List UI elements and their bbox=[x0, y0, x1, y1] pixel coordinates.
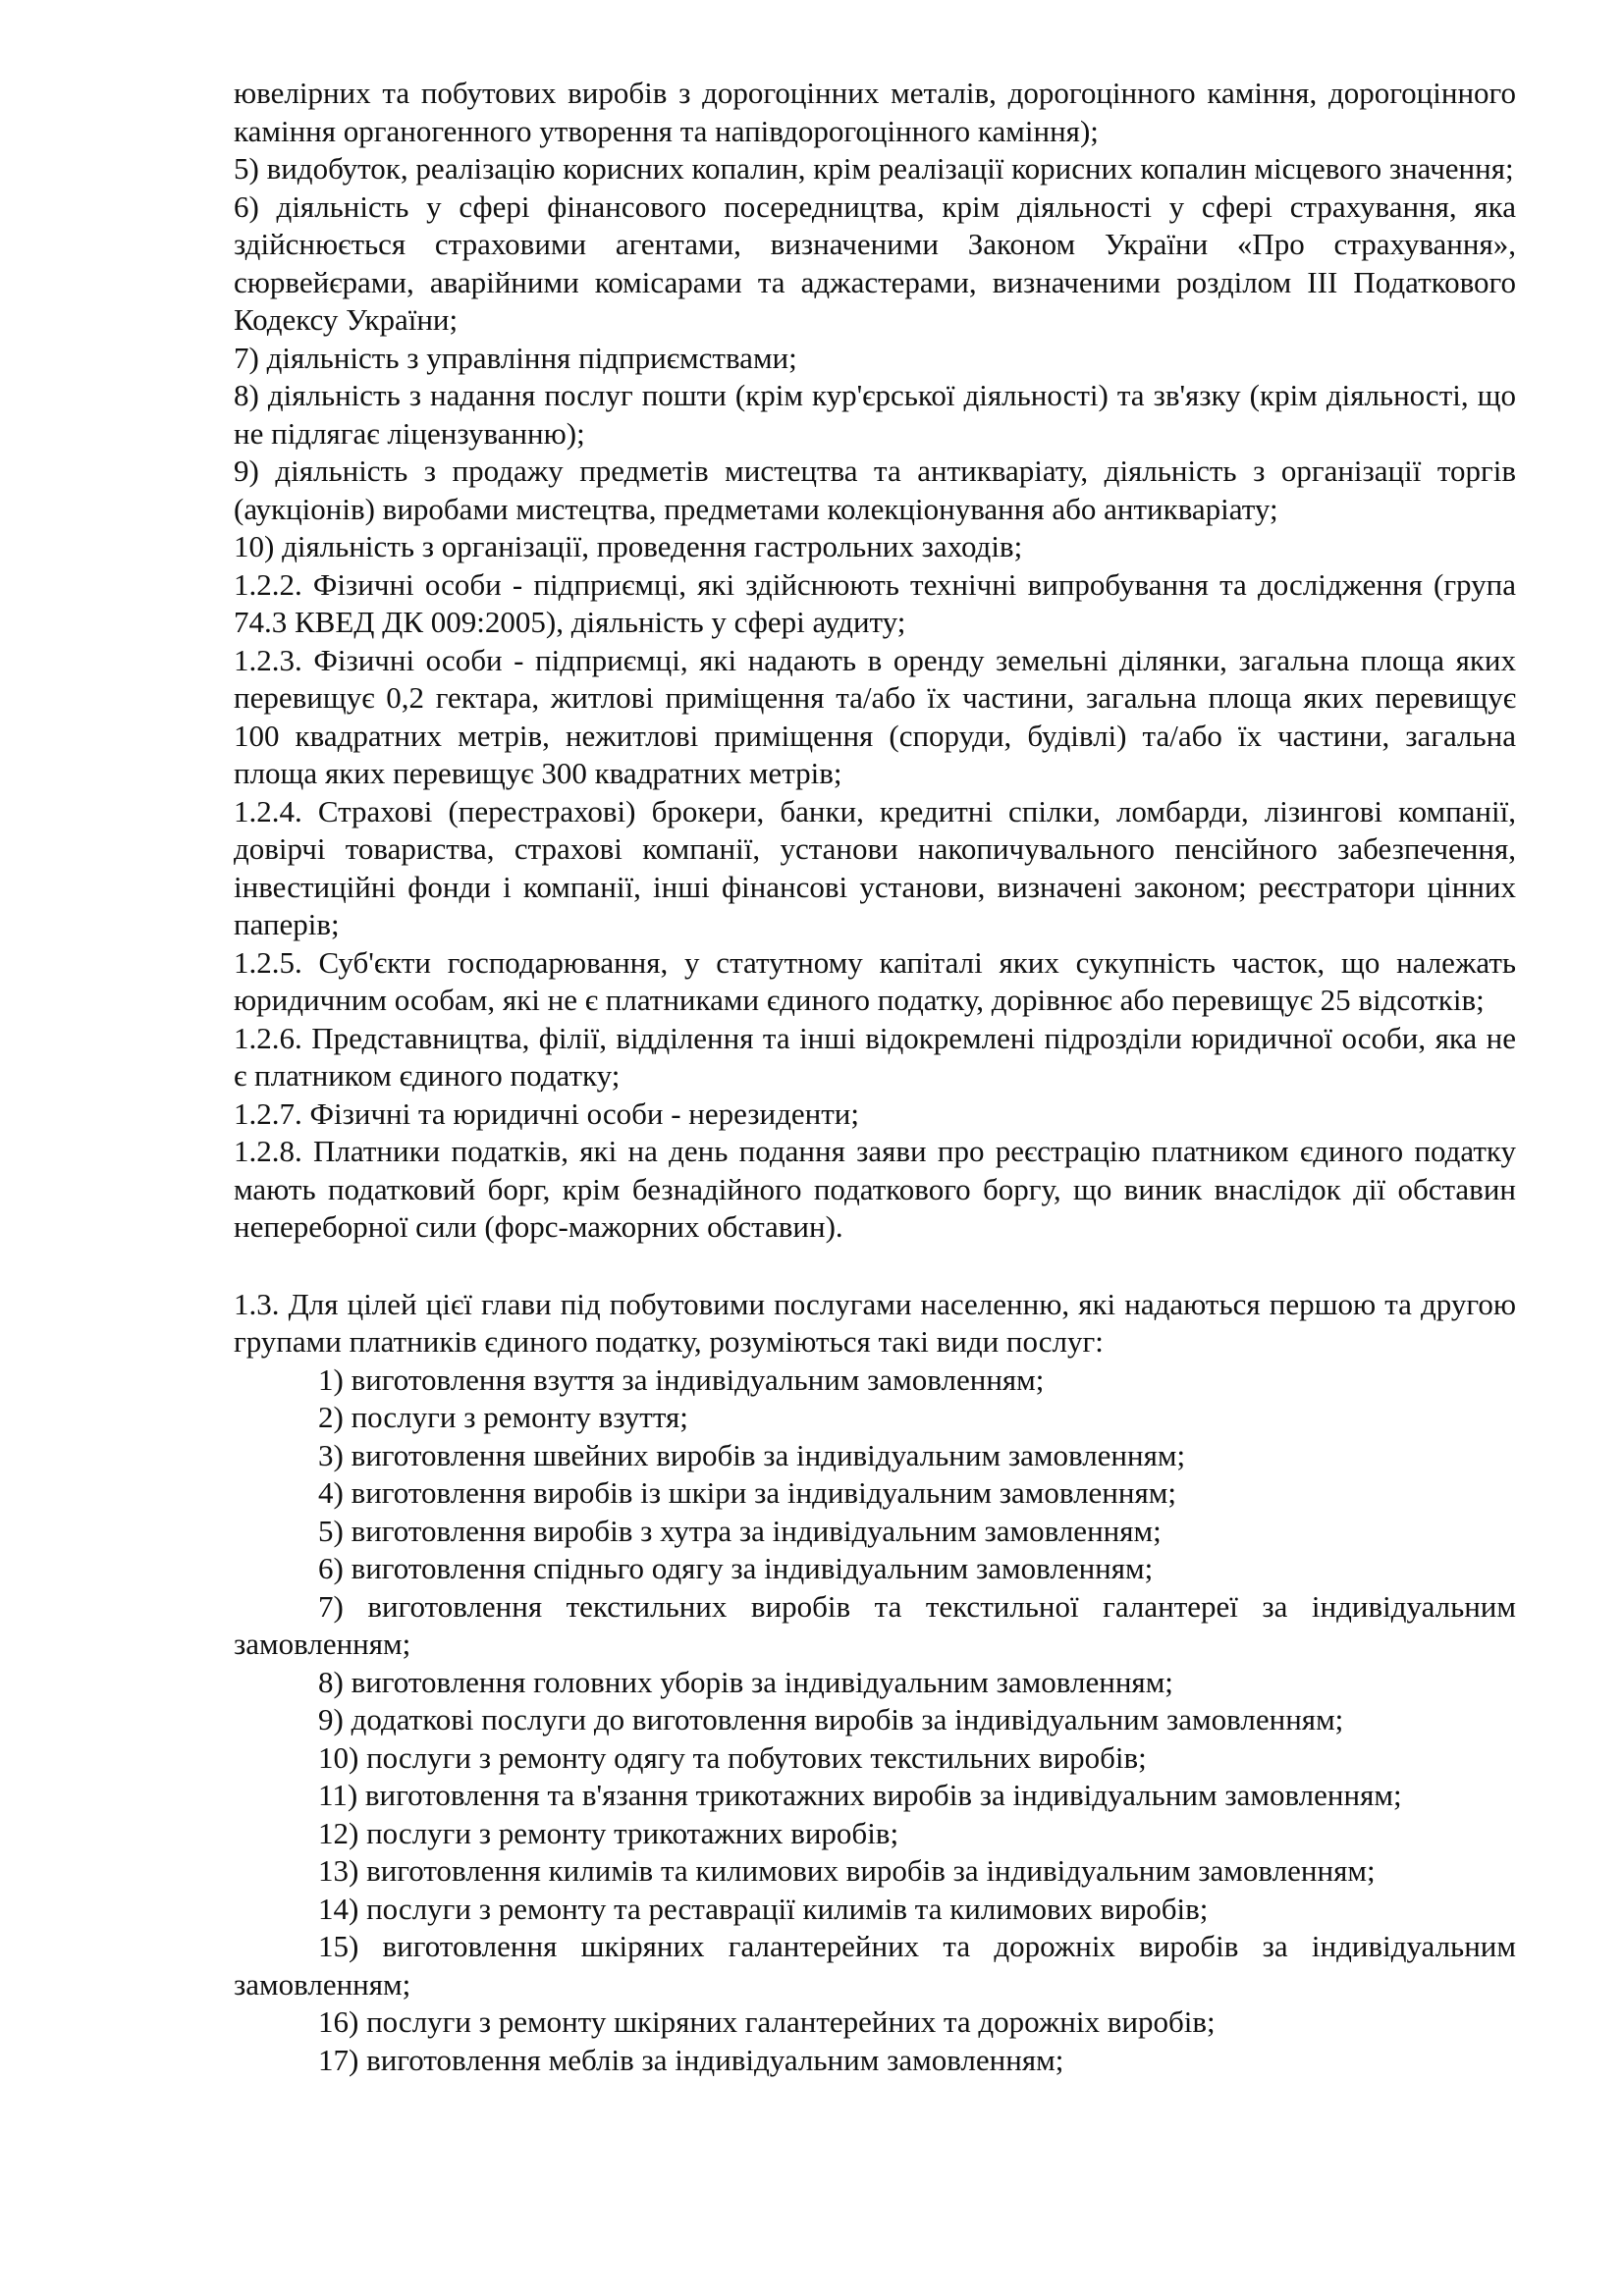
service-item-3: 3) виготовлення швейних виробів за індивідуальним замовленням; bbox=[318, 1437, 1186, 1472]
list-item-8: 8) діяльність з надання послуг пошти (крім кур'єрської діяльності) та зв'язку (крім діяльності, що не підлягає ліцензуванню); bbox=[234, 378, 1516, 451]
service-item-16: 16) послуги з ремонту шкіряних галантерейних та дорожніх виробів; bbox=[318, 2004, 1216, 2039]
service-item-11: 11) виготовлення та в'язання трикотажних виробів за індивідуальним замовленням; bbox=[318, 1778, 1402, 1812]
clause-1-2-5: 1.2.5. Суб'єкти господарювання, у статутному капіталі яких сукупність часток, що належать юридичним особам, які не є платниками єдиного податку, дорівнює або перевищує 25 відсотків; bbox=[234, 944, 1516, 1017]
list-item-5: 5) видобуток, реалізацію корисних копалин, крім реалізації корисних копалин місцевого значення; bbox=[234, 151, 1514, 186]
paragraph-spacer bbox=[234, 1247, 1516, 1286]
clause-1-2-3: 1.2.3. Фізичні особи - підприємці, які надають в оренду земельні ділянки, загальна площа яких перевищує 0,2 гектара, житлові приміщення та/або їх частини, загальна площа яких перевищує 100 квадратних метрів, нежитлові приміщення (споруди, будівлі) та/або їх частини, загальна площа яких перевищує 300 квадратних метрів; bbox=[234, 642, 1516, 790]
list-item-6: 6) діяльність у сфері фінансового посередництва, крім діяльності у сфері страхування, яка здійснюється страховими агентами, визначеними Законом України «Про страхування», сюрвейєрами, аварійними комісарами та аджастерами, визначеними розділом III Податкового Кодексу України; bbox=[234, 188, 1516, 337]
clause-1-2-8: 1.2.8. Платники податків, які на день подання заяви про реєстрацію платником єдиного податку мають податковий борг, крім безнадійного податкового боргу, що виник внаслідок дії обставин непереборної сили (форс-мажорних обставин). bbox=[234, 1134, 1516, 1244]
service-item-13: 13) виготовлення килимів та килимових виробів за індивідуальним замовленням; bbox=[318, 1853, 1376, 1888]
service-item-5: 5) виготовлення виробів з хутра за індивідуальним замовленням; bbox=[318, 1513, 1162, 1548]
clause-1-2-4: 1.2.4. Страхові (перестрахові) брокери, банки, кредитні спілки, ломбарди, лізингові компанії, довірчі товариства, страхові компанії, установи накопичувального пенсійного забезпечення, інвестиційні фонди і компанії, інші фінансові установи, визначені законом; реєстратори цінних паперів; bbox=[234, 793, 1516, 941]
service-item-14: 14) послуги з ремонту та реставрації килимів та килимових виробів; bbox=[318, 1891, 1209, 1926]
list-item-9: 9) діяльність з продажу предметів мистецтва та антикваріату, діяльність з організації торгів (аукціонів) виробами мистецтва, предметами колекціонування або антикваріату; bbox=[234, 454, 1516, 526]
service-item-9: 9) додаткові послуги до виготовлення виробів за індивідуальним замовленням; bbox=[318, 1702, 1344, 1736]
clause-1-2-2: 1.2.2. Фізичні особи - підприємці, які здійснюють технічні випробування та дослідження (група 74.3 КВЕД ДК 009:2005), діяльність у сфері аудиту; bbox=[234, 566, 1516, 639]
service-item-17: 17) виготовлення меблів за індивідуальним замовленням; bbox=[318, 2042, 1064, 2077]
service-item-1: 1) виготовлення взуття за індивідуальним замовленням; bbox=[318, 1362, 1045, 1397]
list-item-10: 10) діяльність з організації, проведення гастрольних заходів; bbox=[234, 529, 1023, 563]
list-item-7: 7) діяльність з управління підприємствами; bbox=[234, 340, 797, 375]
paragraph-continuation: ювелірних та побутових виробів з дорогоцінних металів, дорогоцінного каміння, дорогоцінного каміння органогенного утворення та напівдорогоцінного каміння); bbox=[234, 76, 1516, 148]
clause-1-3-intro: 1.3. Для цілей цієї глави під побутовими послугами населенню, які надаються першою та другою групами платників єдиного податку, розуміються такі види послуг: bbox=[234, 1286, 1516, 1359]
service-item-15: 15) виготовлення шкіряних галантерейних та дорожніх виробів за індивідуальним замовленням; bbox=[234, 1929, 1516, 2002]
service-item-6: 6) виготовлення спідньго одягу за індивідуальним замовленням; bbox=[318, 1551, 1154, 1585]
clause-1-2-7: 1.2.7. Фізичні та юридичні особи - нерезиденти; bbox=[234, 1095, 859, 1131]
service-item-4: 4) виготовлення виробів із шкіри за індивідуальним замовленням; bbox=[318, 1475, 1176, 1510]
service-item-10: 10) послуги з ремонту одягу та побутових текстильних виробів; bbox=[318, 1739, 1147, 1775]
document-page bbox=[234, 75, 1516, 2079]
service-item-8: 8) виготовлення головних уборів за індивідуальним замовленням; bbox=[318, 1664, 1173, 1699]
service-item-7: 7) виготовлення текстильних виробів та текстильної галантереї за індивідуальним замовленням; bbox=[234, 1588, 1516, 1661]
service-item-12: 12) послуги з ремонту трикотажних виробів; bbox=[318, 1815, 899, 1850]
service-item-2: 2) послуги з ремонту взуття; bbox=[318, 1400, 688, 1434]
clause-1-2-6: 1.2.6. Представництва, філії, відділення та інші відокремлені підрозділи юридичної особи, яка не є платником єдиного податку; bbox=[234, 1020, 1516, 1093]
